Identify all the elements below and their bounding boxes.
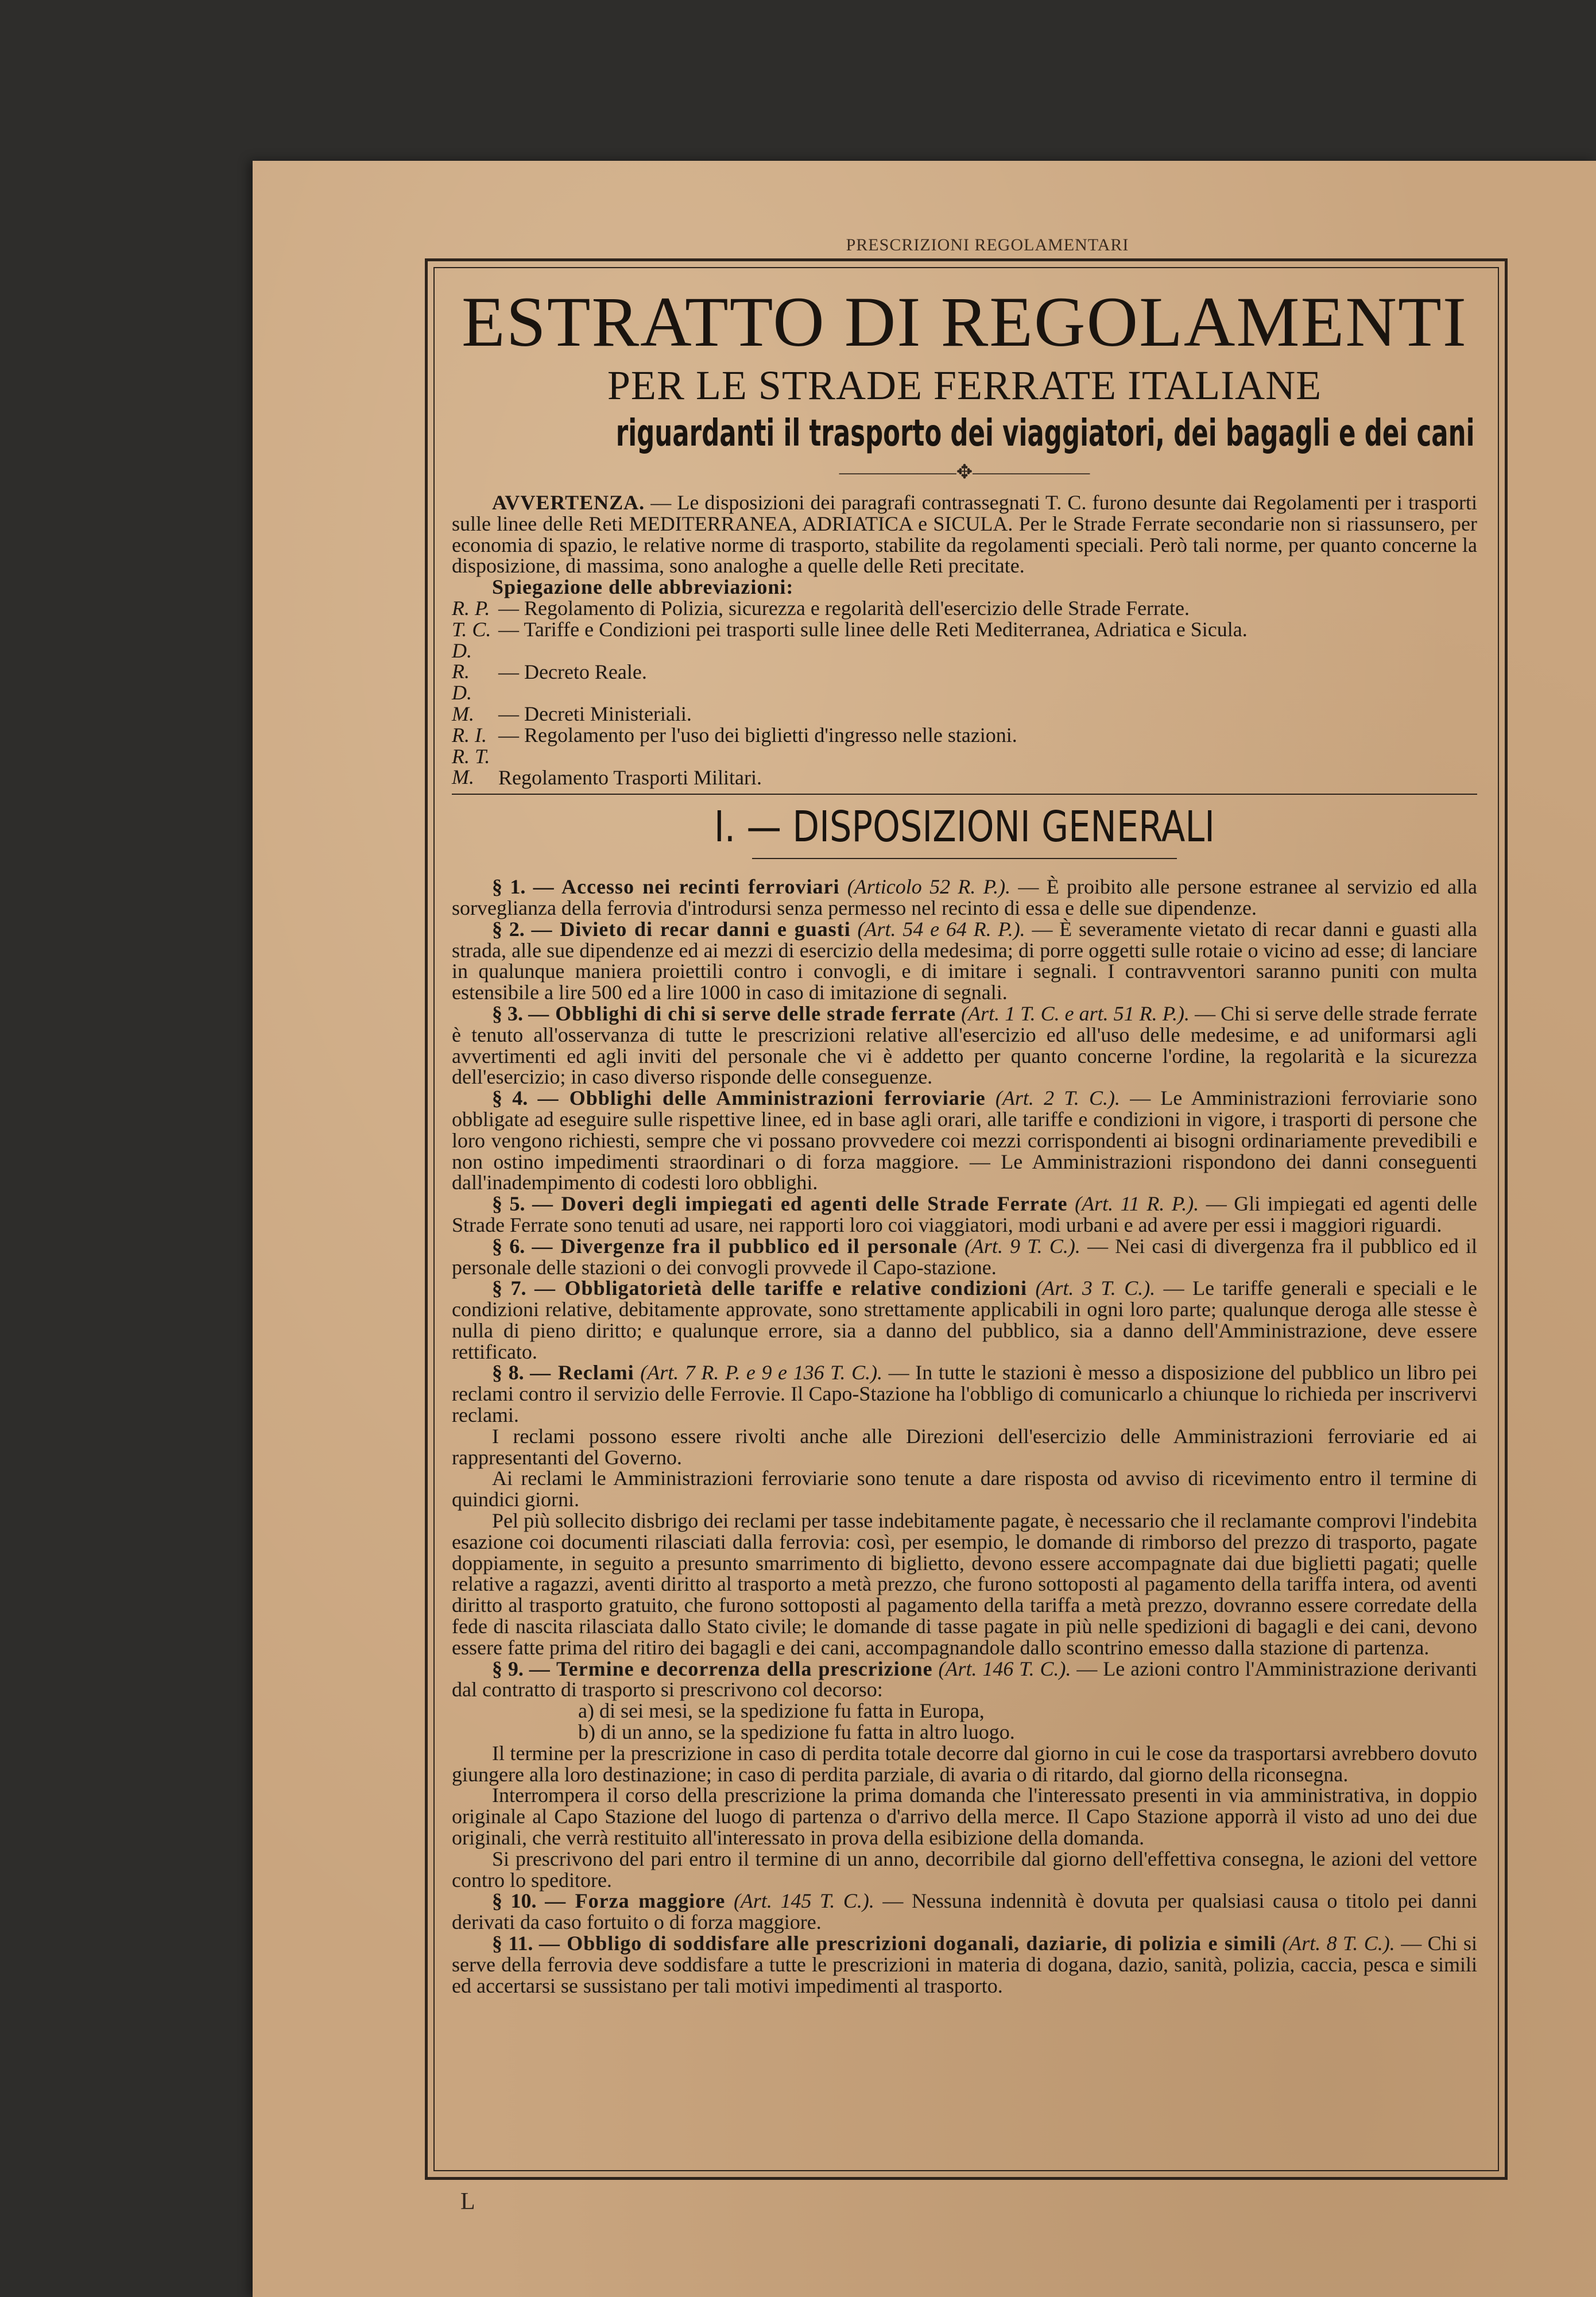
section-title: I. — DISPOSIZIONI GENERALI (714, 802, 1215, 852)
regulations-content (433, 267, 1499, 2171)
ornament-divider: ——————✥—————— (839, 462, 1090, 483)
document-page (253, 161, 1596, 2297)
paragraph-5: § 5. — Doveri degli impiegati ed agenti delle Strade Ferrate (Art. 11 R. P.). — Gli impiegati ed agenti delle Strade Ferrate sono tenuti ad usare, nei rapporti loro coi viaggiatori, modi urbani e ad avere per essi i maggiori riguardi. (452, 1192, 1478, 1236)
paragraph-3: § 3. — Obblighi di chi si serve delle strade ferrate (Art. 1 T. C. e art. 51 R. P.). — Chi si serve delle strade ferrate è tenuto all'osservanza di tutte le prescrizioni relative all'esercizio ed all'uso delle medesime, e ad uniformarsi agli avvertimenti ed agli inviti del personale che vi è addetto per quanto concerne l'ordine, la regolarità e la sicurezza dell'esercizio; in caso diverso risponde delle conseguenze. (452, 1001, 1478, 1089)
avvertenza-label: AVVERTENZA. (492, 491, 645, 514)
prescription-extra: Si prescrivono del pari entro il termine di un anno, decorribile dal giorno dell'effettiva consegna, le azioni del vettore contro lo speditore. (452, 1847, 1477, 1892)
reclami-extra: Pel più sollecito disbrigo dei reclami per tasse indebitamente pagate, è necessario che il reclamante comprovi l'indebita esazione coi documenti rilasciati dalla ferrovia: così, per esempio, le domande di rimborso del prezzo di trasporto, pagate doppiamente, in seguito a presunto smarrimento di biglietto, devono essere accompagnate dai due biglietti pagati; quelle relative a ragazzi, aventi diritto al trasporto a metà prezzo, che furono sottoposti al pagamento della tariffa intera, od aventi diritto al trasporto gratuito, che furono sottoposti al pagamento della tariffa a metà prezzo, dovranno essere corredate della fede di nascita rilasciata dallo Stato civile; le domande di tasse pagate in più nelle spedizioni di bagagli e dei cani, devono essere fatte prima del ritiro dei bagagli e dei cani, accompagnandole dallo scontrino emesso dalla stazione di partenza. (452, 1509, 1477, 1659)
regulations-frame (425, 258, 1508, 2180)
paragraph-10: § 10. — Forza maggiore (Art. 145 T. C.). — Nessuna indennità è dovuta per qualsiasi causa o titolo pei danni derivati da caso fortuito o di forza maggiore. (452, 1889, 1478, 1934)
abbreviation-row: R. P. — Regolamento di Polizia, sicurezza e regolarità dell'esercizio delle Strade Ferrate. (452, 596, 1190, 620)
paragraph-1: § 1. — Accesso nei recinti ferroviari (Articolo 52 R. P.). — È proibito alle persone estranee al servizio ed alla sorveglianza della ferrovia d'introdursi senza permesso nel recinto di essa e delle sue dipendenze. (452, 875, 1477, 919)
abbreviation-row: R. T. M. Regolamento Trasporti Militari. (452, 744, 762, 789)
abbreviations-list (452, 598, 1477, 788)
abbreviation-row: R. I. — Regolamento per l'uso dei biglietti d'ingresso nelle stazioni. (452, 723, 1017, 747)
page-number: L (460, 2188, 475, 2215)
abbreviation-row: T. C. — Tariffe e Condizioni pei trasporti sulle linee delle Reti Mediterranea, Adriatica e Sicula. (452, 617, 1248, 641)
reclami-extra: I reclami possono essere rivolti anche alle Direzioni dell'esercizio delle Amministrazioni ferroviarie ed ai rappresentanti del Governo. (452, 1424, 1477, 1469)
avvertenza-text: — Le disposizioni dei paragrafi contrassegnati T. C. furono desunte dai Regolamenti per i trasporti sulle linee delle Reti MEDITERRANEA, ADRIATICA e SICULA. Per le Strade Ferrate secondarie non si riassunsero, per economia di spazio, le relative norme di trasporto, stabilite da regolamenti speciali. Però tali norme, per quanto concerne la disposizione, di massima, sono analoghe a quelle delle Reti precitate. (452, 491, 1477, 578)
paragraph-2: § 2. — Divieto di recar danni e guasti (Art. 54 e 64 R. P.). — È severamente vietato di recar danni e guasti alla strada, alle sue dipendenze ed ai mezzi di esercizio della medesima; di porre oggetti sulle rotaie o vicino ad esse; di lanciare in qualunque maniera proiettili contro i convogli, e di imitare i segnali. I contravventori saranno puniti con multa estensibile a lire 500 ed a lire 1000 in caso di imitazione di segnali. (452, 917, 1478, 1004)
avvertenza-paragraph (452, 492, 1477, 577)
paragraph-9: § 9. — Termine e decorrenza della prescrizione (Art. 146 T. C.). — Le azioni contro l'Amministrazione derivanti dal contratto di trasporto si prescrivono col decorso: (452, 1657, 1478, 1702)
prescription-item: b) di un anno, se la spedizione fu fatta in altro luogo. (578, 1720, 1015, 1744)
paragraph-6: § 6. — Divergenze fra il pubblico ed il personale (Art. 9 T. C.). — Nei casi di divergenza fra il pubblico ed il personale delle stazioni o dei convogli provvede il Capo-stazione. (452, 1234, 1478, 1279)
prescription-extra: Il termine per la prescrizione in caso di perdita totale decorre dal giorno in cui le cose da trasportarsi avrebbero dovuto giungere alla loro destinazione; in caso di perdita parziale, di avaria o di ritardo, dal giorno della riconsegna. (452, 1741, 1477, 1786)
document-subtitle-2: riguardanti il trasporto dei viaggiatori, dei bagagli e dei cani (615, 412, 1475, 455)
abbreviation-row: D. M. — Decreti Ministeriali. (452, 681, 692, 725)
paragraph-11: § 11. — Obbligo di soddisfare alle prescrizioni doganali, daziarie, di polizia e simili (Art. 8 T. C.). — Chi si serve della ferrovia deve soddisfare a tutte le prescrizioni in materia di dogana, dazio, sanità, polizia, caccia, pesca e simili ed accertarsi se sussistano per tali motivi impedimenti al trasporto. (452, 1932, 1478, 1997)
document-subtitle: PER LE STRADE FERRATE ITALIANE (607, 362, 1322, 408)
reclami-extra: Ai reclami le Amministrazioni ferroviarie sono tenute a dare risposta od avviso di ricevimento entro il termine di quindici giorni. (452, 1467, 1477, 1511)
prescription-extra: Interrompera il corso della prescrizione la prima domanda che l'interessato presenti in via amministrativa, in doppio originale al Capo Stazione del luogo di partenza o d'arrivo della merce. Il Capo Stazione apporrà il visto ad uno dei due originali, che verrà restituito all'interessato in prova della esibizione della domanda. (452, 1784, 1477, 1850)
abbreviation-row: D. R. — Decreto Reale. (452, 639, 647, 683)
paragraph-7: § 7. — Obbligatorietà delle tariffe e relative condizioni (Art. 3 T. C.). — Le tariffe generali e speciali e le condizioni relative, debitamente approvate, sono strettamente applicabili in ogni loro parte; qualunque deroga alle stesse è nulla di pieno diritto; e qualunque errore, sia a danno del pubblico, sia a danno dell'Amministrazione, deve essere rettificato. (452, 1277, 1478, 1363)
section-rule (452, 794, 1477, 795)
paragraph-4: § 4. — Obblighi delle Amministrazioni ferroviarie (Art. 2 T. C.). — Le Amministrazioni ferroviarie sono obbligate ad eseguire sulle rispettive linee, ed in base agli orari, alle tariffe e condizioni in vigore, i trasporti di persone che loro vengono richiesti, sempre che vi possano provvedere coi mezzi corrispondenti ai bisogni ordinariamente prevedibili e non ostino impedimenti straordinari o di forza maggiore. — Le Amministrazioni rispondono dei danni conseguenti dall'inadempimento di codesti loro obblighi. (452, 1086, 1477, 1194)
section-underline (752, 858, 1177, 859)
prescription-item: a) di sei mesi, se la spedizione fu fatta in Europa, (578, 1699, 985, 1723)
paragraph-8: § 8. — Reclami (Art. 7 R. P. e 9 e 136 T. C.). — In tutte le stazioni è messo a disposizione del pubblico un libro pei reclami contro il servizio delle Ferrovie. Il Capo-Stazione ha l'obbligo di comunicarlo a chiunque lo richieda per inscrivervi reclami. (452, 1361, 1477, 1427)
document-title: ESTRATTO DI REGOLAMENTI (461, 283, 1468, 361)
running-head: PRESCRIZIONI REGOLAMENTARI (846, 235, 1129, 254)
abbreviations-heading: Spiegazione delle abbreviazioni: (492, 575, 794, 599)
